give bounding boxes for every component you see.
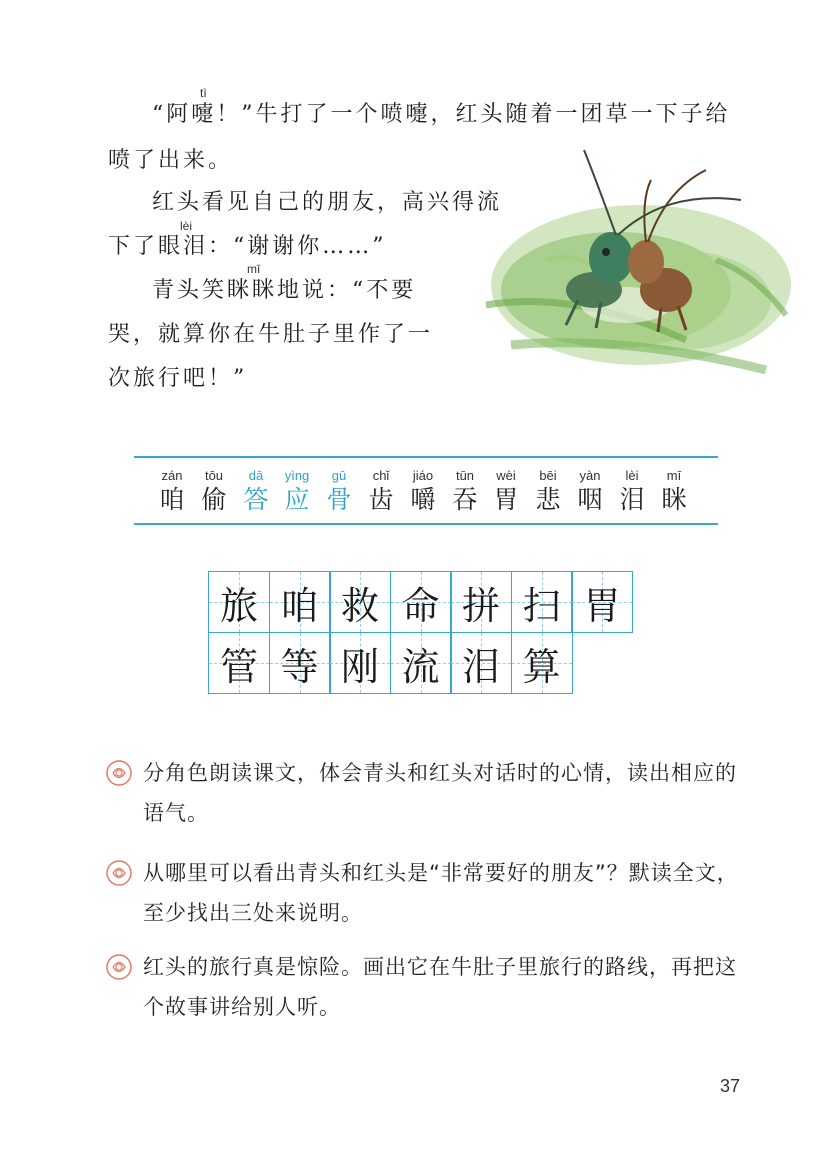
vocab-pinyin: jiáo [412,468,434,483]
vocab-character: 悲 [535,485,561,514]
writing-character: 旅 [219,583,258,628]
vocab-item [531,468,565,516]
story-line: 次旅行吧！” [108,366,248,391]
question-2-line-1: 从哪里可以看出青头和红头是“非常要好的朋友”？默读全文， [143,861,739,885]
question-2-line-2: 至少找出三处来说明。 [143,901,363,925]
vocab-item [448,468,482,516]
writing-grid-cell [450,632,512,694]
vocab-pinyin: zán [161,468,183,483]
writing-grid-cell [269,571,331,633]
vocab-pinyin: yàn [579,468,601,483]
writing-character: 命 [401,583,440,628]
writing-grid-cell [329,571,391,633]
vocab-item [155,468,189,516]
story-line: 下了眼泪：“谢谢你……” [108,234,387,259]
writing-grid-cell [511,632,573,694]
writing-grid-cell [390,571,452,633]
vocab-item [364,468,398,516]
vocab-item [657,468,691,516]
question-icon [104,952,134,982]
vocab-pinyin: chǐ [372,468,390,483]
writing-grid-cell [390,632,452,694]
vocab-item [322,468,356,516]
vocab-character: 偷 [201,485,227,514]
pinyin-annotation: lèi [180,219,193,233]
vocab-item [573,468,607,516]
writing-grid-cell [269,632,331,694]
vocab-item [239,468,273,516]
writing-grid-cell [208,632,270,694]
vocab-character: 齿 [368,485,394,514]
writing-character: 刚 [340,644,379,689]
vocab-item [489,468,523,516]
question-3-line-2: 个故事讲给别人听。 [143,995,341,1019]
writing-character: 管 [219,644,258,689]
writing-character: 胃 [582,583,621,628]
writing-grid-cell [329,632,391,694]
vocab-pinyin: mī [666,468,682,483]
pinyin-annotation: mī [247,262,261,276]
vocab-pinyin: bēi [539,468,557,483]
vocab-pinyin: tōu [204,468,224,483]
vocab-character: 答 [243,485,269,514]
story-line: 哭，就算你在牛肚子里作了一 [108,322,434,347]
vocab-pinyin: wèi [496,468,516,483]
story-line: 红头看见自己的朋友，高兴得流 [152,190,503,215]
vocab-character: 吞 [452,485,478,514]
vocab-pinyin: yìng [284,468,310,483]
writing-character: 算 [522,644,561,689]
vocab-character: 应 [284,485,310,514]
question-1-line-1: 分角色朗读课文，体会青头和红头对话时的心情，读出相应的 [143,761,737,785]
writing-grid-row-1 [208,571,632,633]
story-line: “阿嚏！”牛打了一个喷嚏，红头随着一团草一下子给 [152,102,731,127]
vocab-bottom-rule [134,523,718,525]
vocab-character: 咽 [577,485,603,514]
vocab-character: 泪 [619,485,645,514]
writing-character: 等 [280,644,319,689]
vocab-character: 嚼 [410,485,436,514]
cricket-illustration [466,140,796,380]
vocab-pinyin: tūn [455,468,475,483]
vocab-character: 胃 [493,485,519,514]
writing-character: 拼 [461,583,500,628]
vocab-pinyin: gū [331,468,347,483]
vocab-item [406,468,440,516]
vocab-character: 眯 [661,485,687,514]
pinyin-annotation: tì [200,86,207,100]
story-line: 青头笑眯眯地说：“不要 [152,278,417,303]
writing-grid-cell [450,571,512,633]
vocab-pinyin: lèi [625,468,639,483]
vocab-pinyin: dā [248,468,264,483]
writing-grid-cell [511,571,573,633]
vocab-character: 咱 [159,485,185,514]
writing-grid-cell [208,571,270,633]
vocab-top-rule [134,456,718,458]
story-line: 喷了出来。 [108,148,234,173]
vocab-item [197,468,231,516]
writing-grid-row-2 [208,632,571,694]
question-icon [104,758,134,788]
writing-character: 流 [401,644,440,689]
writing-character: 泪 [461,644,500,689]
question-3-line-1: 红头的旅行真是惊险。画出它在牛肚子里旅行的路线，再把这 [143,955,737,979]
question-icon [104,858,134,888]
vocab-item [280,468,314,516]
vocab-character: 骨 [326,485,352,514]
writing-character: 救 [340,583,379,628]
writing-character: 扫 [522,583,561,628]
vocab-item [615,468,649,516]
question-1-line-2: 语气。 [143,801,209,825]
page-number: 37 [720,1076,741,1096]
writing-character: 咱 [280,583,319,628]
writing-grid-cell [571,571,633,633]
